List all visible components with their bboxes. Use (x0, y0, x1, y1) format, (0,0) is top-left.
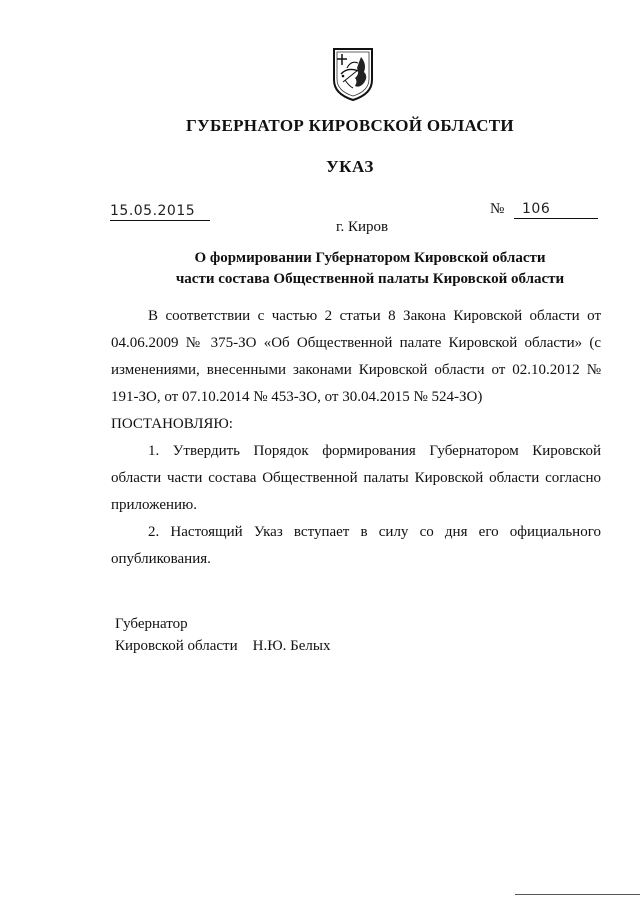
signatory-region: Кировской области (115, 638, 238, 654)
document-type: УКАЗ (326, 157, 374, 176)
document-body (111, 303, 601, 573)
signatory-name: Н.Ю. Белых (252, 638, 331, 654)
preamble-paragraph: В соответствии с частью 2 статьи 8 Закона Кировской области от 04.06.2009 № 375-ЗО «Об Общественной палате Кировской области» (с изменениями, внесенными законами Кировской области от 02.10.2012 № 191-ЗО, от 07.10.2014 № 453-ЗО, от 30.04.2015 № 524-ЗО) (111, 308, 601, 405)
issuing-authority: ГУБЕРНАТОР КИРОВСКОЙ ОБЛАСТИ (186, 116, 514, 135)
footer-rule (515, 894, 640, 895)
number-underline (514, 200, 598, 219)
decree-word: ПОСТАНОВЛЯЮ: (111, 416, 233, 432)
date-value: 15.05.2015 (110, 203, 196, 219)
city: г. Киров (336, 219, 389, 235)
document-date (110, 202, 210, 221)
document-title (0, 248, 640, 290)
number-sign: № (490, 201, 505, 217)
signature-block (115, 613, 330, 657)
document-number (490, 200, 598, 220)
number-value: 106 (522, 201, 551, 217)
title-line-2: части состава Общественной палаты Кировской области (175, 271, 565, 287)
item-1-paragraph: 1. Утвердить Порядок формирования Губернатором Кировской области части состава Общественной палаты Кировской области согласно приложению. (111, 443, 601, 513)
signatory-position-line-1: Губернатор (115, 616, 188, 632)
title-line-1: О формировании Губернатором Кировской области (194, 250, 546, 266)
item-2-paragraph: 2. Настоящий Указ вступает в силу со дня его официального опубликования. (111, 524, 601, 567)
coat-of-arms-icon (331, 46, 375, 102)
signatory-position-line-2 (115, 635, 330, 657)
